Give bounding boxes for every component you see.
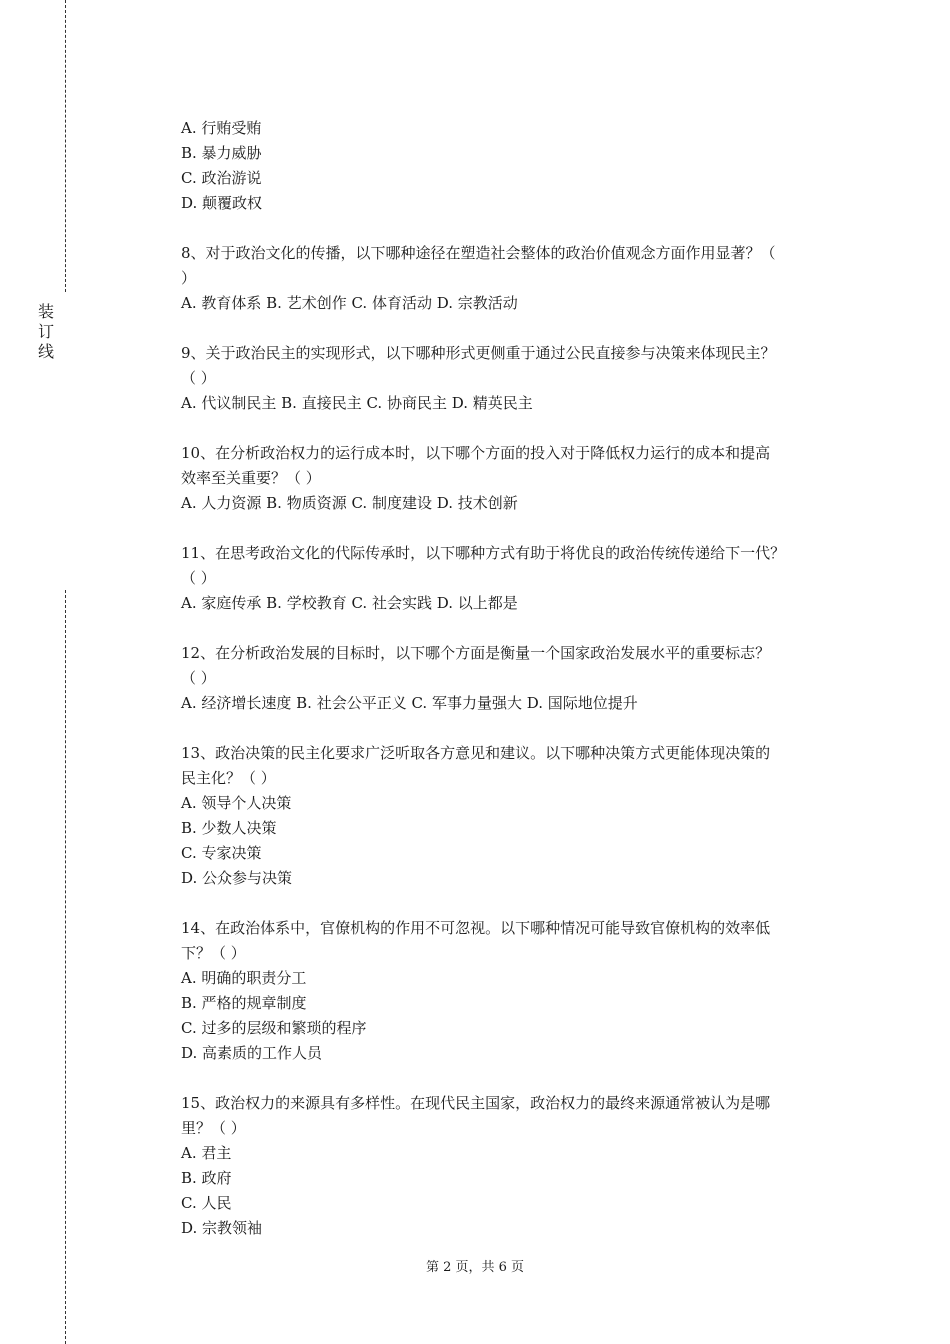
option: B. 严格的规章制度 [181, 994, 307, 1012]
question-text: 14、在政治体系中，官僚机构的作用不可忽视。以下哪种情况可能导致官僚机构的效率低 [181, 919, 771, 937]
option: D. 宗教领袖 [181, 1219, 263, 1237]
option: B. 少数人决策 [181, 819, 277, 837]
question-text: 9、关于政治民主的实现形式，以下哪种形式更侧重于通过公民直接参与决策来体现民主？ [181, 344, 776, 362]
binding-char: 装 [37, 302, 54, 321]
page-number: 第 2 页，共 6 页 [425, 1260, 525, 1275]
question-text: 8、对于政治文化的传播，以下哪种途径在塑造社会整体的政治价值观念方面作用显著？（ [181, 244, 776, 262]
binding-char: 订 [37, 322, 54, 341]
option-row: A. 经济增长速度 B. 社会公平正义 C. 军事力量强大 D. 国际地位提升 [181, 694, 638, 712]
option: B. 政府 [181, 1169, 232, 1187]
question-text: （ ） [181, 369, 216, 387]
question-text: （ ） [181, 669, 216, 687]
option: A. 君主 [181, 1144, 232, 1162]
question-text: 下？（ ） [181, 944, 246, 962]
option: D. 高素质的工作人员 [181, 1044, 323, 1062]
question-text: 15、政治权力的来源具有多样性。在现代民主国家，政治权力的最终来源通常被认为是哪 [181, 1094, 771, 1112]
question-11 [181, 541, 851, 616]
question-text: 效率至关重要？（ ） [181, 469, 321, 487]
option: C. 政治游说 [181, 169, 262, 187]
option-row: A. 人力资源 B. 物质资源 C. 制度建设 D. 技术创新 [181, 494, 518, 512]
question-10 [181, 441, 851, 516]
question-15 [181, 1091, 851, 1241]
binding-label [36, 302, 56, 362]
binding-dashed-line-bottom [65, 590, 66, 1344]
question-text: 10、在分析政治权力的运行成本时，以下哪个方面的投入对于降低权力运行的成本和提高 [181, 444, 771, 462]
question-text: 12、在分析政治发展的目标时，以下哪个方面是衡量一个国家政治发展水平的重要标志？ [181, 644, 771, 662]
question-content [181, 116, 851, 1266]
question-8 [181, 241, 851, 316]
option: A. 行贿受贿 [181, 119, 262, 137]
option: B. 暴力威胁 [181, 144, 262, 162]
option-row: A. 教育体系 B. 艺术创作 C. 体育活动 D. 宗教活动 [181, 294, 518, 312]
question-9 [181, 341, 851, 416]
option: A. 领导个人决策 [181, 794, 292, 812]
question-text: 13、政治决策的民主化要求广泛听取各方意见和建议。以下哪种决策方式更能体现决策的 [181, 744, 771, 762]
question-text: ） [181, 269, 197, 287]
binding-char: 线 [37, 342, 54, 361]
question-14 [181, 916, 851, 1066]
question-text: 民主化？（ ） [181, 769, 276, 787]
option: A. 明确的职责分工 [181, 969, 307, 987]
binding-dashed-line-top [65, 0, 66, 292]
question-12 [181, 641, 851, 716]
option: D. 公众参与决策 [181, 869, 293, 887]
question-text: 11、在思考政治文化的代际传承时，以下哪种方式有助于将优良的政治传统传递给下一代？ [181, 544, 786, 562]
option: C. 人民 [181, 1194, 232, 1212]
option-row: A. 代议制民主 B. 直接民主 C. 协商民主 D. 精英民主 [181, 394, 533, 412]
option: C. 专家决策 [181, 844, 262, 862]
option-row: A. 家庭传承 B. 学校教育 C. 社会实践 D. 以上都是 [181, 594, 518, 612]
option: D. 颠覆政权 [181, 194, 263, 212]
question-13 [181, 741, 851, 891]
question-7-options [181, 116, 851, 216]
question-text: （ ） [181, 569, 216, 587]
question-text: 里？（ ） [181, 1119, 246, 1137]
option: C. 过多的层级和繁琐的程序 [181, 1019, 367, 1037]
